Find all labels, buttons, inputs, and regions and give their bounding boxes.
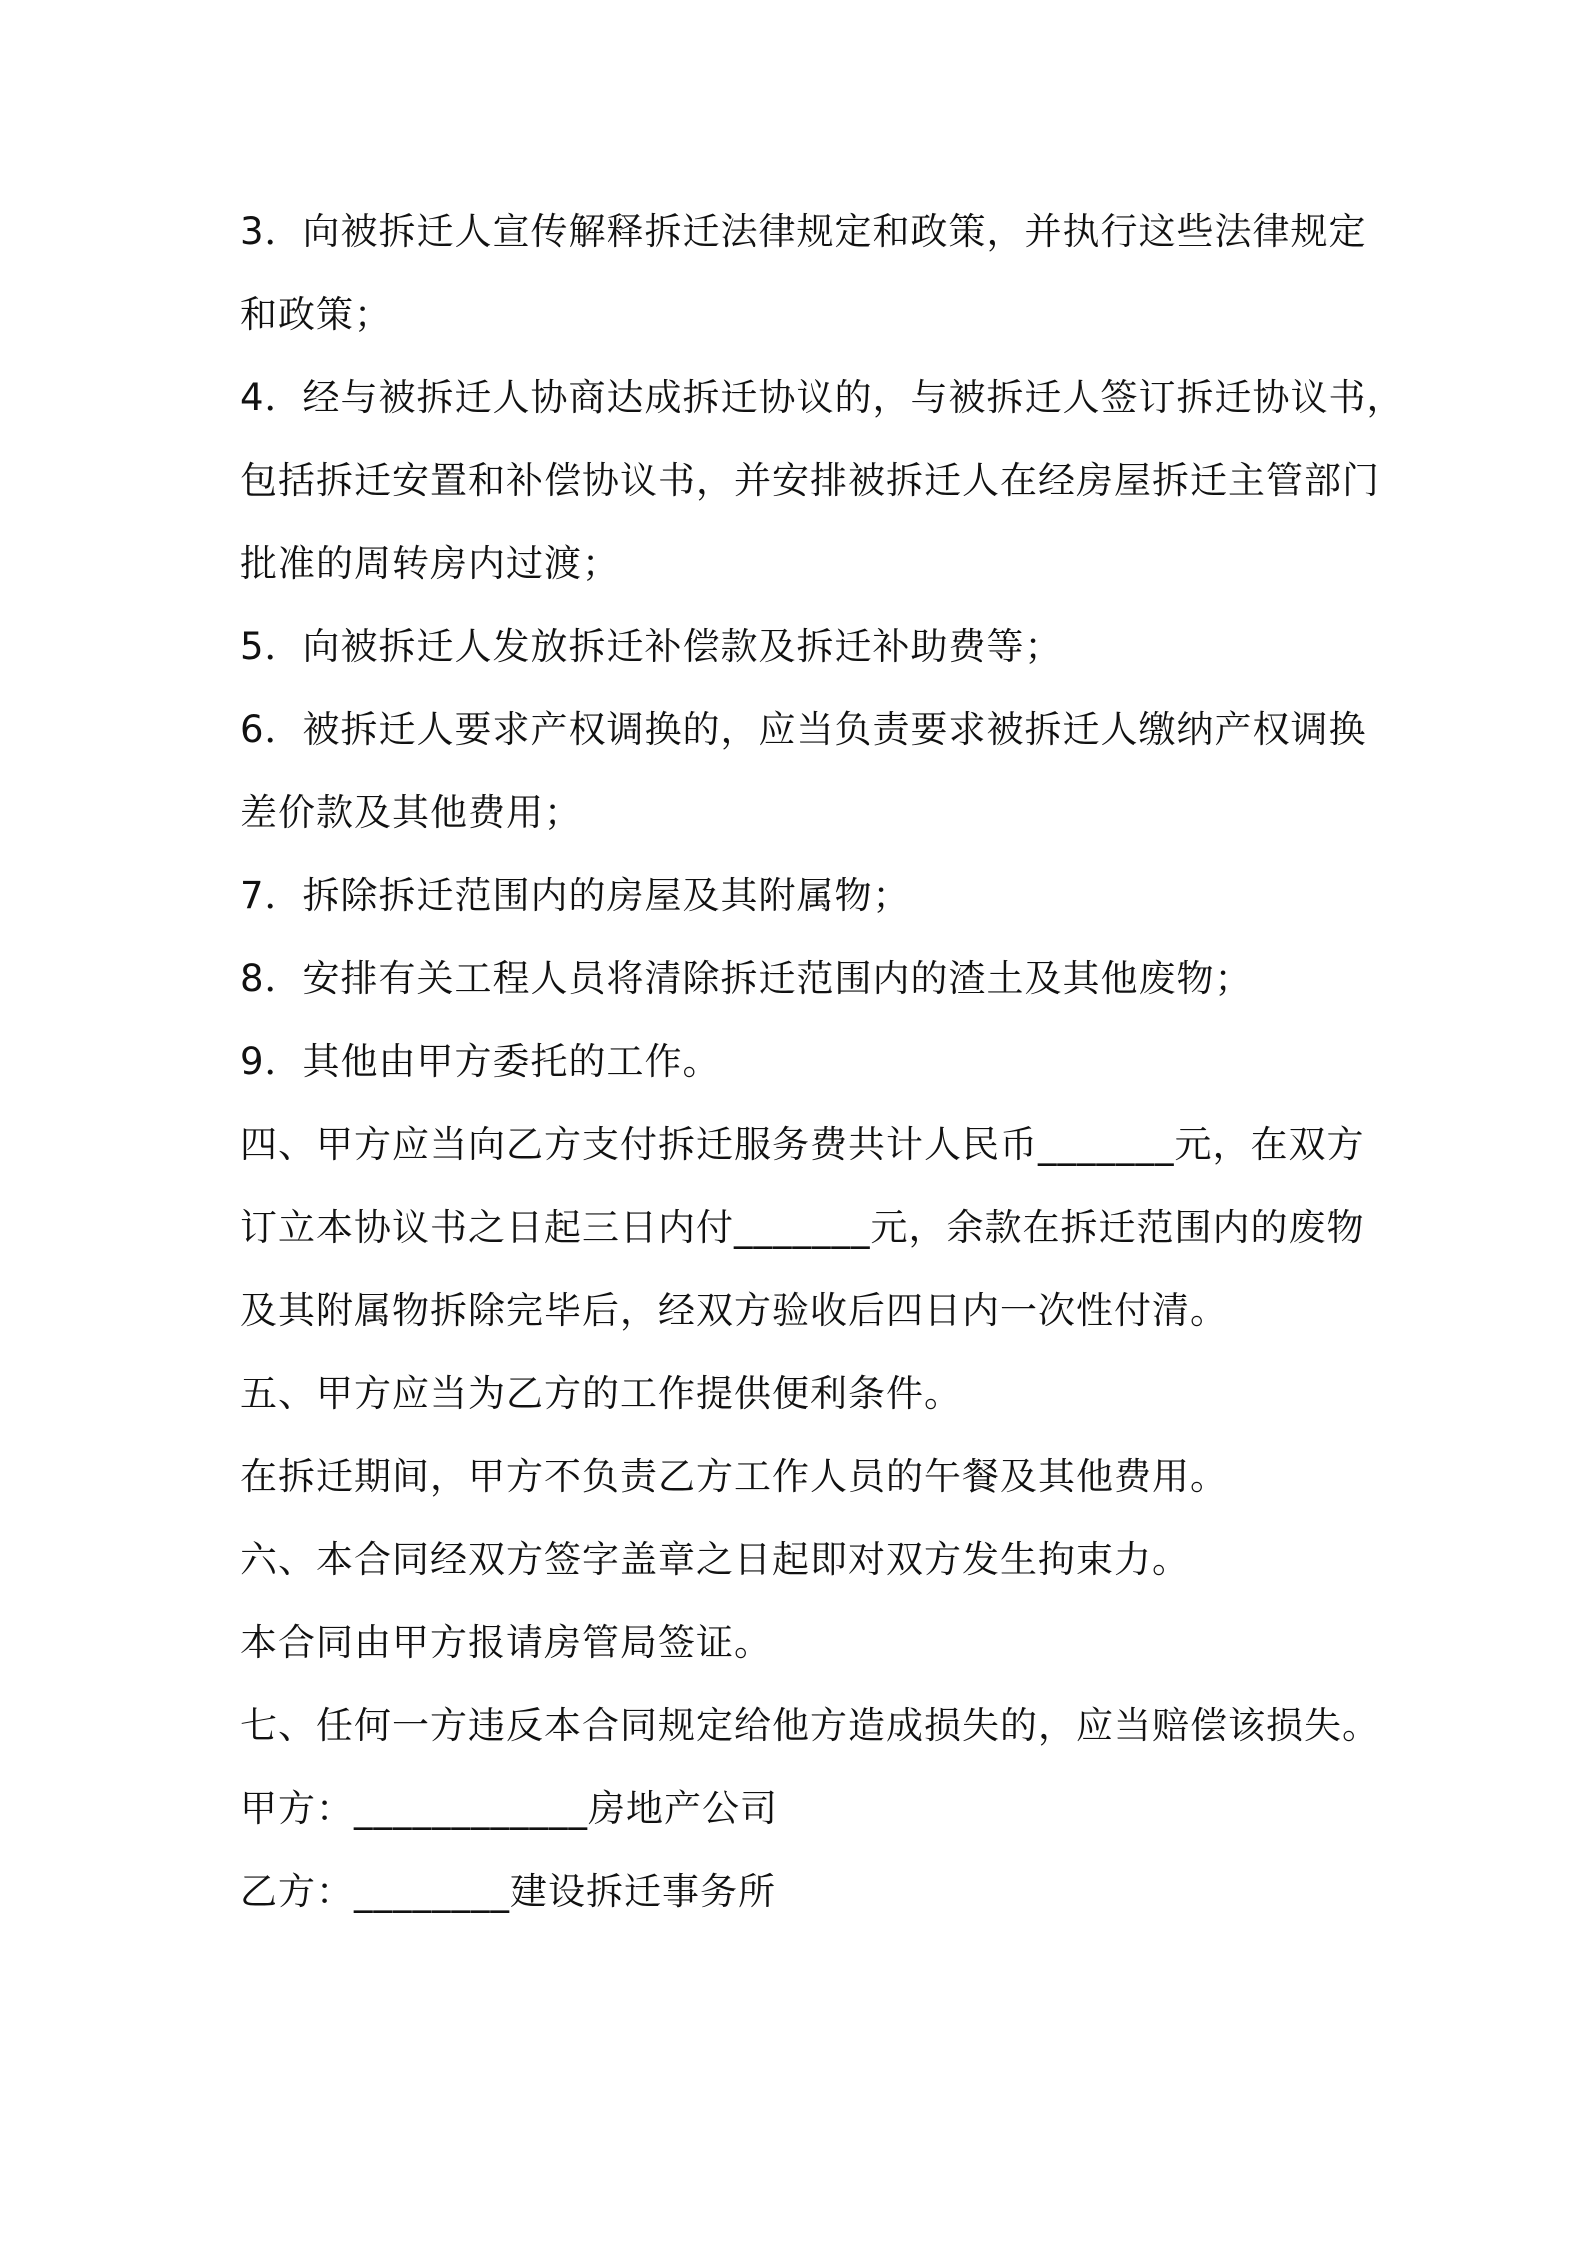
clause-4-line-3: 批准的周转房内过渡； <box>240 542 620 585</box>
section-6-line-1: 六、本合同经双方签字盖章之日起即对双方发生拘束力。 <box>240 1538 1190 1581</box>
document-body <box>240 190 1405 1933</box>
section-6-line-2: 本合同由甲方报请房管局签证。 <box>240 1621 772 1664</box>
clause-7-line: 7．拆除拆迁范围内的房屋及其附属物； <box>240 874 911 917</box>
party-b-signature-line: 乙方：________建设拆迁事务所 <box>240 1870 776 1913</box>
section-4-line-2: 订立本协议书之日起三日内付_______元，余款在拆迁范围内的废物 <box>240 1206 1365 1249</box>
section-5-line-2: 在拆迁期间，甲方不负责乙方工作人员的午餐及其他费用。 <box>240 1455 1228 1498</box>
clause-5-line: 5．向被拆迁人发放拆迁补偿款及拆迁补助费等； <box>240 625 1063 668</box>
clause-3-line-1: 3．向被拆迁人宣传解释拆迁法律规定和政策，并执行这些法律规定 <box>240 210 1367 253</box>
section-4-line-3: 及其附属物拆除完毕后，经双方验收后四日内一次性付清。 <box>240 1289 1228 1332</box>
clause-6-line-2: 差价款及其他费用； <box>240 791 582 834</box>
section-4-line-1: 四、甲方应当向乙方支付拆迁服务费共计人民币_______元，在双方 <box>240 1123 1365 1166</box>
clause-6-line-1: 6．被拆迁人要求产权调换的，应当负责要求被拆迁人缴纳产权调换 <box>240 708 1367 751</box>
clause-8-line: 8．安排有关工程人员将清除拆迁范围内的渣土及其他废物； <box>240 957 1253 1000</box>
clause-9-line: 9．其他由甲方委托的工作。 <box>240 1040 721 1083</box>
clause-3-line-2: 和政策； <box>240 293 392 336</box>
clause-4-line-2: 包括拆迁安置和补偿协议书，并安排被拆迁人在经房屋拆迁主管部门 <box>240 459 1380 502</box>
section-5-line-1: 五、甲方应当为乙方的工作提供便利条件。 <box>240 1372 962 1415</box>
party-a-signature-line: 甲方：____________房地产公司 <box>240 1787 778 1830</box>
section-7-line: 七、任何一方违反本合同规定给他方造成损失的，应当赔偿该损失。 <box>240 1704 1380 1747</box>
clause-4-line-1: 4．经与被拆迁人协商达成拆迁协议的，与被拆迁人签订拆迁协议书， <box>240 376 1405 419</box>
